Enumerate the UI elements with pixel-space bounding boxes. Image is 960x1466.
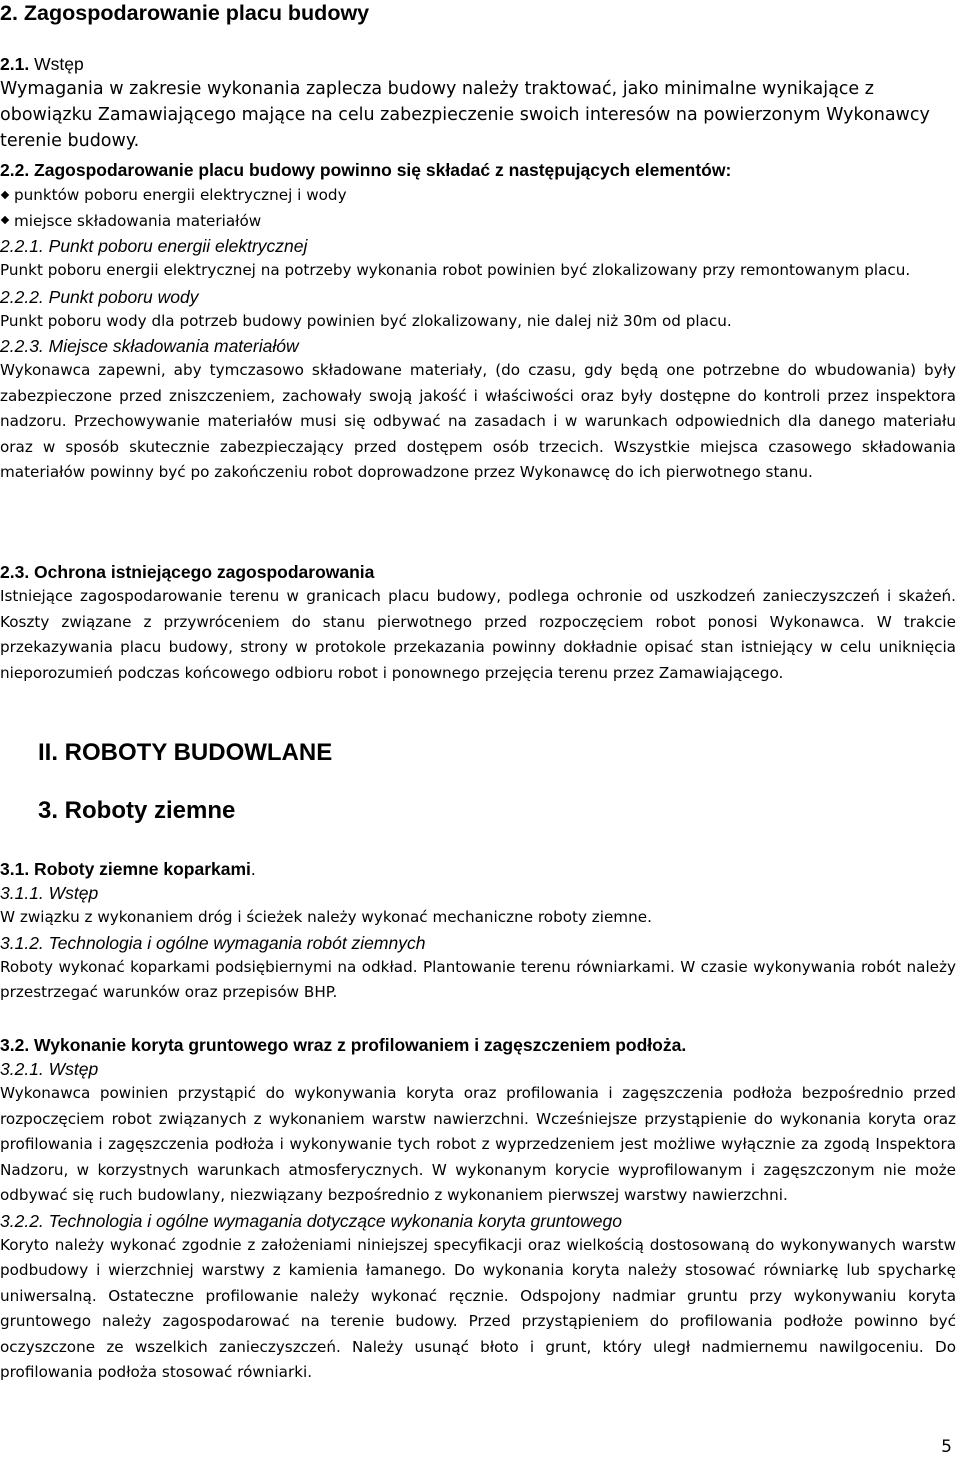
section-3-2-heading: 3.2. Wykonanie koryta gruntowego wraz z profilowaniem i zagęszczeniem podłoża. [0,1035,687,1055]
section-2-2-1-heading: 2.2.1. Punkt poboru energii elektrycznej [0,236,308,256]
section-2-2-3-heading: 2.2.3. Miejsce składowania materiałów [0,336,299,356]
section-3-title: 3. Roboty ziemne [38,797,236,824]
section-3-1-2-heading: 3.1.2. Technologia i ogólne wymagania robót ziemnych [0,932,426,953]
diamond-bullet-icon [1,216,9,224]
bullet-item [0,183,956,209]
section-2-2-2-text: Punkt poboru wody dla potrzeb budowy powinien być zlokalizowany, nie dalej niż 30m od placu. [0,311,732,330]
section-3-1-2-text: Roboty wykonać koparkami podsiębiernymi na odkład. Plantowanie terenu równiarkami. W czasie wykonywania robót należy przestrzegać warunków oraz przepisów BHP. [0,957,956,1001]
section-3-2-1-heading: 3.2.1. Wstęp [0,1059,99,1079]
section-2-1-text: Wymagania w zakresie wykonania zaplecza budowy należy traktować, jako minimalne wynikające z obowiązku Zamawiającego mające na celu zabezpieczenie swoich interesów na powierzonym Wykonawcy terenie budowy. [0,79,930,151]
part-2-title: II. ROBOTY BUDOWLANE [38,739,333,766]
bullet-item [0,209,956,235]
section-3-1-heading [0,857,956,881]
section-3-1 [0,857,956,1006]
section-2-1-number: 2.1. [0,54,30,74]
section-3-2-1-text: Wykonawca powinien przystąpić do wykonywania koryta oraz profilowania i zagęszczenia podłoża bezpośrednio przed rozpoczęciem robot związanych z wykonaniem warstw nawierzchni. Wcześniejsze przystąpienie do wykonania koryta oraz profilowania i zagęszczenia podłoża i wykonywanie tych robot z wyprzedzeniem jest możliwe wyłącznie za zgodą Inspektora Nadzoru, w korzystnych warunkach atmosferycznych. W wykonanym korycie wyprofilowanym i zagęszczonym nie może odbywać się ruch budowlany, niezwiązany bezpośrednio z wykonaniem pierwszej warstwy nawierzchni. [0,1084,956,1204]
section-2-2-1-text: Punkt poboru energii elektrycznej na potrzeby wykonania robot powinien być zlokalizowany przy remontowanym placu. [0,261,911,279]
section-2-2-3-text: Wykonawca zapewni, aby tymczasowo składowane materiały, (do czasu, gdy będą one potrzebne do wbudowania) były zabezpieczone przed zniszczeniem, zachowały swoją jakość i właściwości oraz były dostępne do kontroli przez inspektora nadzoru. Przechowywanie materiałów musi się odbywać na zasadach i w warunkach odpowiednich dla danego materiału oraz w sposób skutecznie zabezpieczający przed dostępem osób trzecich. Wszystkie miejsca czasowego składowania materiałów powinny być po zakończeniu robot doprowadzone przez Wykonawcę do ich pierwotnego stanu. [0,361,956,481]
section-2-1-heading [0,52,956,76]
section-2-title: 2. Zagospodarowanie placu budowy [0,1,370,25]
section-3-1-heading-dot: . [250,859,256,879]
bullet-text: punktów poboru energii elektrycznej i wody [14,186,347,204]
section-3-1-1-text: W związku z wykonaniem dróg i ścieżek należy wykonać mechaniczne roboty ziemne. [0,908,652,926]
section-2-1-title: Wstęp [34,54,84,74]
section-2-1 [0,52,956,154]
section-3-2-2-text: Koryto należy wykonać zgodnie z założeniami niniejszej specyfikacji oraz wielkością dostosowaną do wykonywanych warstw podbudowy i wierzchniej warstwy z kamienia łamanego. Do wykonania koryta należy stosować równiarkę lub spycharkę uniwersalną. Ostateczne profilowanie należy wykonać ręcznie. Odspojony nadmiar gruntu przy wykonywaniu koryta gruntowego należy zagospodarować na terenie budowy. Przed przystąpieniem do profilowania podłoże powinno być oczyszczone ze wszelkich zanieczyszczeń. Należy usunąć błoto i grunt, który uległ nadmiernemu nawilgoceniu. Do profilowania podłoża stosować równiarki. [0,1235,956,1381]
section-2-3-text: Istniejące zagospodarowanie terenu w granicach placu budowy, podlega ochronie od uszkodzeń zanieczyszczeń i skażeń. Koszty związane z przywróceniem do stanu pierwotnego przed rozpoczęciem robot ponosi Wykonawca. W trakcie przekazywania placu budowy, strony w protokole przekazania powinny dokładnie opisać stan istniejący w celu uniknięcia nieporozumień podczas końcowego odbioru robot i ponownego przejęcia terenu przez Zamawiającego. [0,587,956,682]
section-2-2 [0,157,956,486]
section-3-2 [0,1033,956,1386]
section-3-1-heading-text: 3.1. Roboty ziemne koparkami [0,859,251,879]
bullet-text: miejsce składowania materiałów [14,211,262,230]
section-2-3 [0,560,956,686]
section-2-2-heading: 2.2. Zagospodarowanie placu budowy powinno się składać z następujących elementów: [0,160,732,180]
section-3-2-2-heading: 3.2.2. Technologia i ogólne wymagania dotyczące wykonania koryta gruntowego [0,1210,622,1231]
diamond-bullet-icon [1,190,9,198]
section-2-2-2-heading: 2.2.2. Punkt poboru wody [0,286,199,307]
section-3-1-1-heading: 3.1.1. Wstęp [0,883,99,903]
page-number: 5 [941,1437,952,1457]
section-2-3-heading: 2.3. Ochrona istniejącego zagospodarowania [0,562,375,582]
